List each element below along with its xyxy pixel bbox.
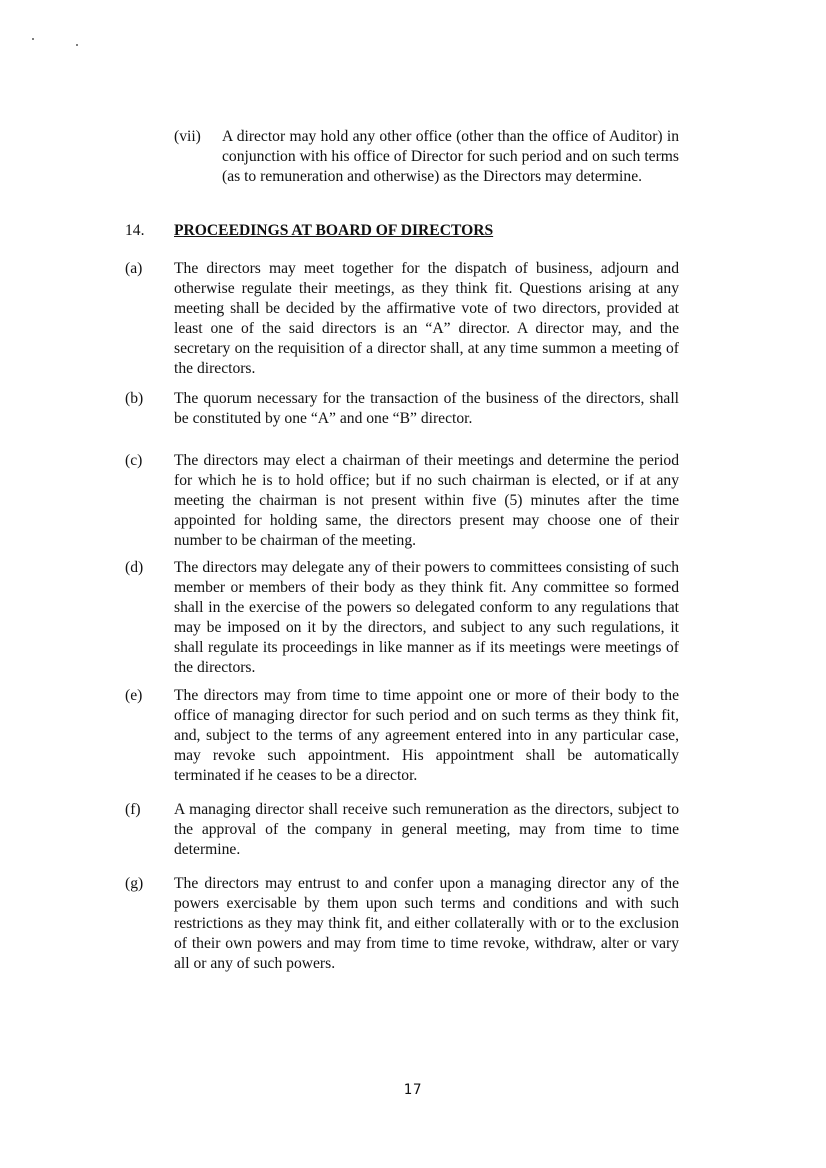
scan-speck xyxy=(76,44,78,46)
clause-e-label: (e) xyxy=(125,687,143,704)
item-vii-text: A director may hold any other office (other than the office of Auditor) in conjunction with his office of Director for such period and on such terms (as to remuneration and otherwise) as the Directors may determine. xyxy=(222,128,679,185)
page-number: 17 xyxy=(403,1082,423,1098)
clause-f-label: (f) xyxy=(125,801,141,818)
item-vii-label: (vii) xyxy=(174,128,201,145)
clause-c-text: The directors may elect a chairman of their meetings and determine the period for which he is to hold office; but if no such chairman is elected, or if at any meeting the chairman is not present within five (5) minutes after the time appointed for holding same, the directors present may choose one of their number to be chairman of the meeting. xyxy=(174,452,679,549)
section-heading: PROCEEDINGS AT BOARD OF DIRECTORS xyxy=(174,222,494,239)
clause-b-label: (b) xyxy=(125,390,144,407)
clause-b-text: The quorum necessary for the transaction of the business of the directors, shall be constituted by one “A” and one “B” director. xyxy=(174,390,679,427)
section-number: 14. xyxy=(125,222,145,239)
clause-g-text: The directors may entrust to and confer upon a managing director any of the powers exercisable by them upon such terms and conditions and with such restrictions as they may think fit, and either collaterally with or to the exclusion of their own powers and may from time to time revoke, withdraw, alter or vary all or any of such powers. xyxy=(174,875,679,972)
clause-c-label: (c) xyxy=(125,452,143,469)
clause-d-text: The directors may delegate any of their powers to committees consisting of such member or members of their body as they think fit. Any committee so formed shall in the exercise of the powers so delegated conform to any regulations that may be imposed on it by the directors, and subject to any such regulations, it shall regulate its proceedings in like manner as if its meetings were meetings of the directors. xyxy=(174,559,679,676)
clause-g-label: (g) xyxy=(125,875,144,892)
clause-a-text: The directors may meet together for the dispatch of business, adjourn and otherwise regulate their meetings, as they think fit. Questions arising at any meeting shall be decided by the affirmative vote of two directors, provided at least one of the said directors is an “A” director. A director may, and the secretary on the requisition of a director shall, at any time summon a meeting of the directors. xyxy=(174,260,679,377)
clause-f-text: A managing director shall receive such remuneration as the directors, subject to the approval of the company in general meeting, may from time to time determine. xyxy=(174,801,679,858)
clause-a-label: (a) xyxy=(125,260,143,277)
clause-d-label: (d) xyxy=(125,559,144,576)
clause-e-text: The directors may from time to time appoint one or more of their body to the office of managing director for such period and on such terms as they think fit, and, subject to the terms of any agreement entered into in any particular case, may revoke such appointment. His appointment shall be automatically terminated if he ceases to be a director. xyxy=(174,687,679,784)
scan-speck xyxy=(32,38,34,40)
